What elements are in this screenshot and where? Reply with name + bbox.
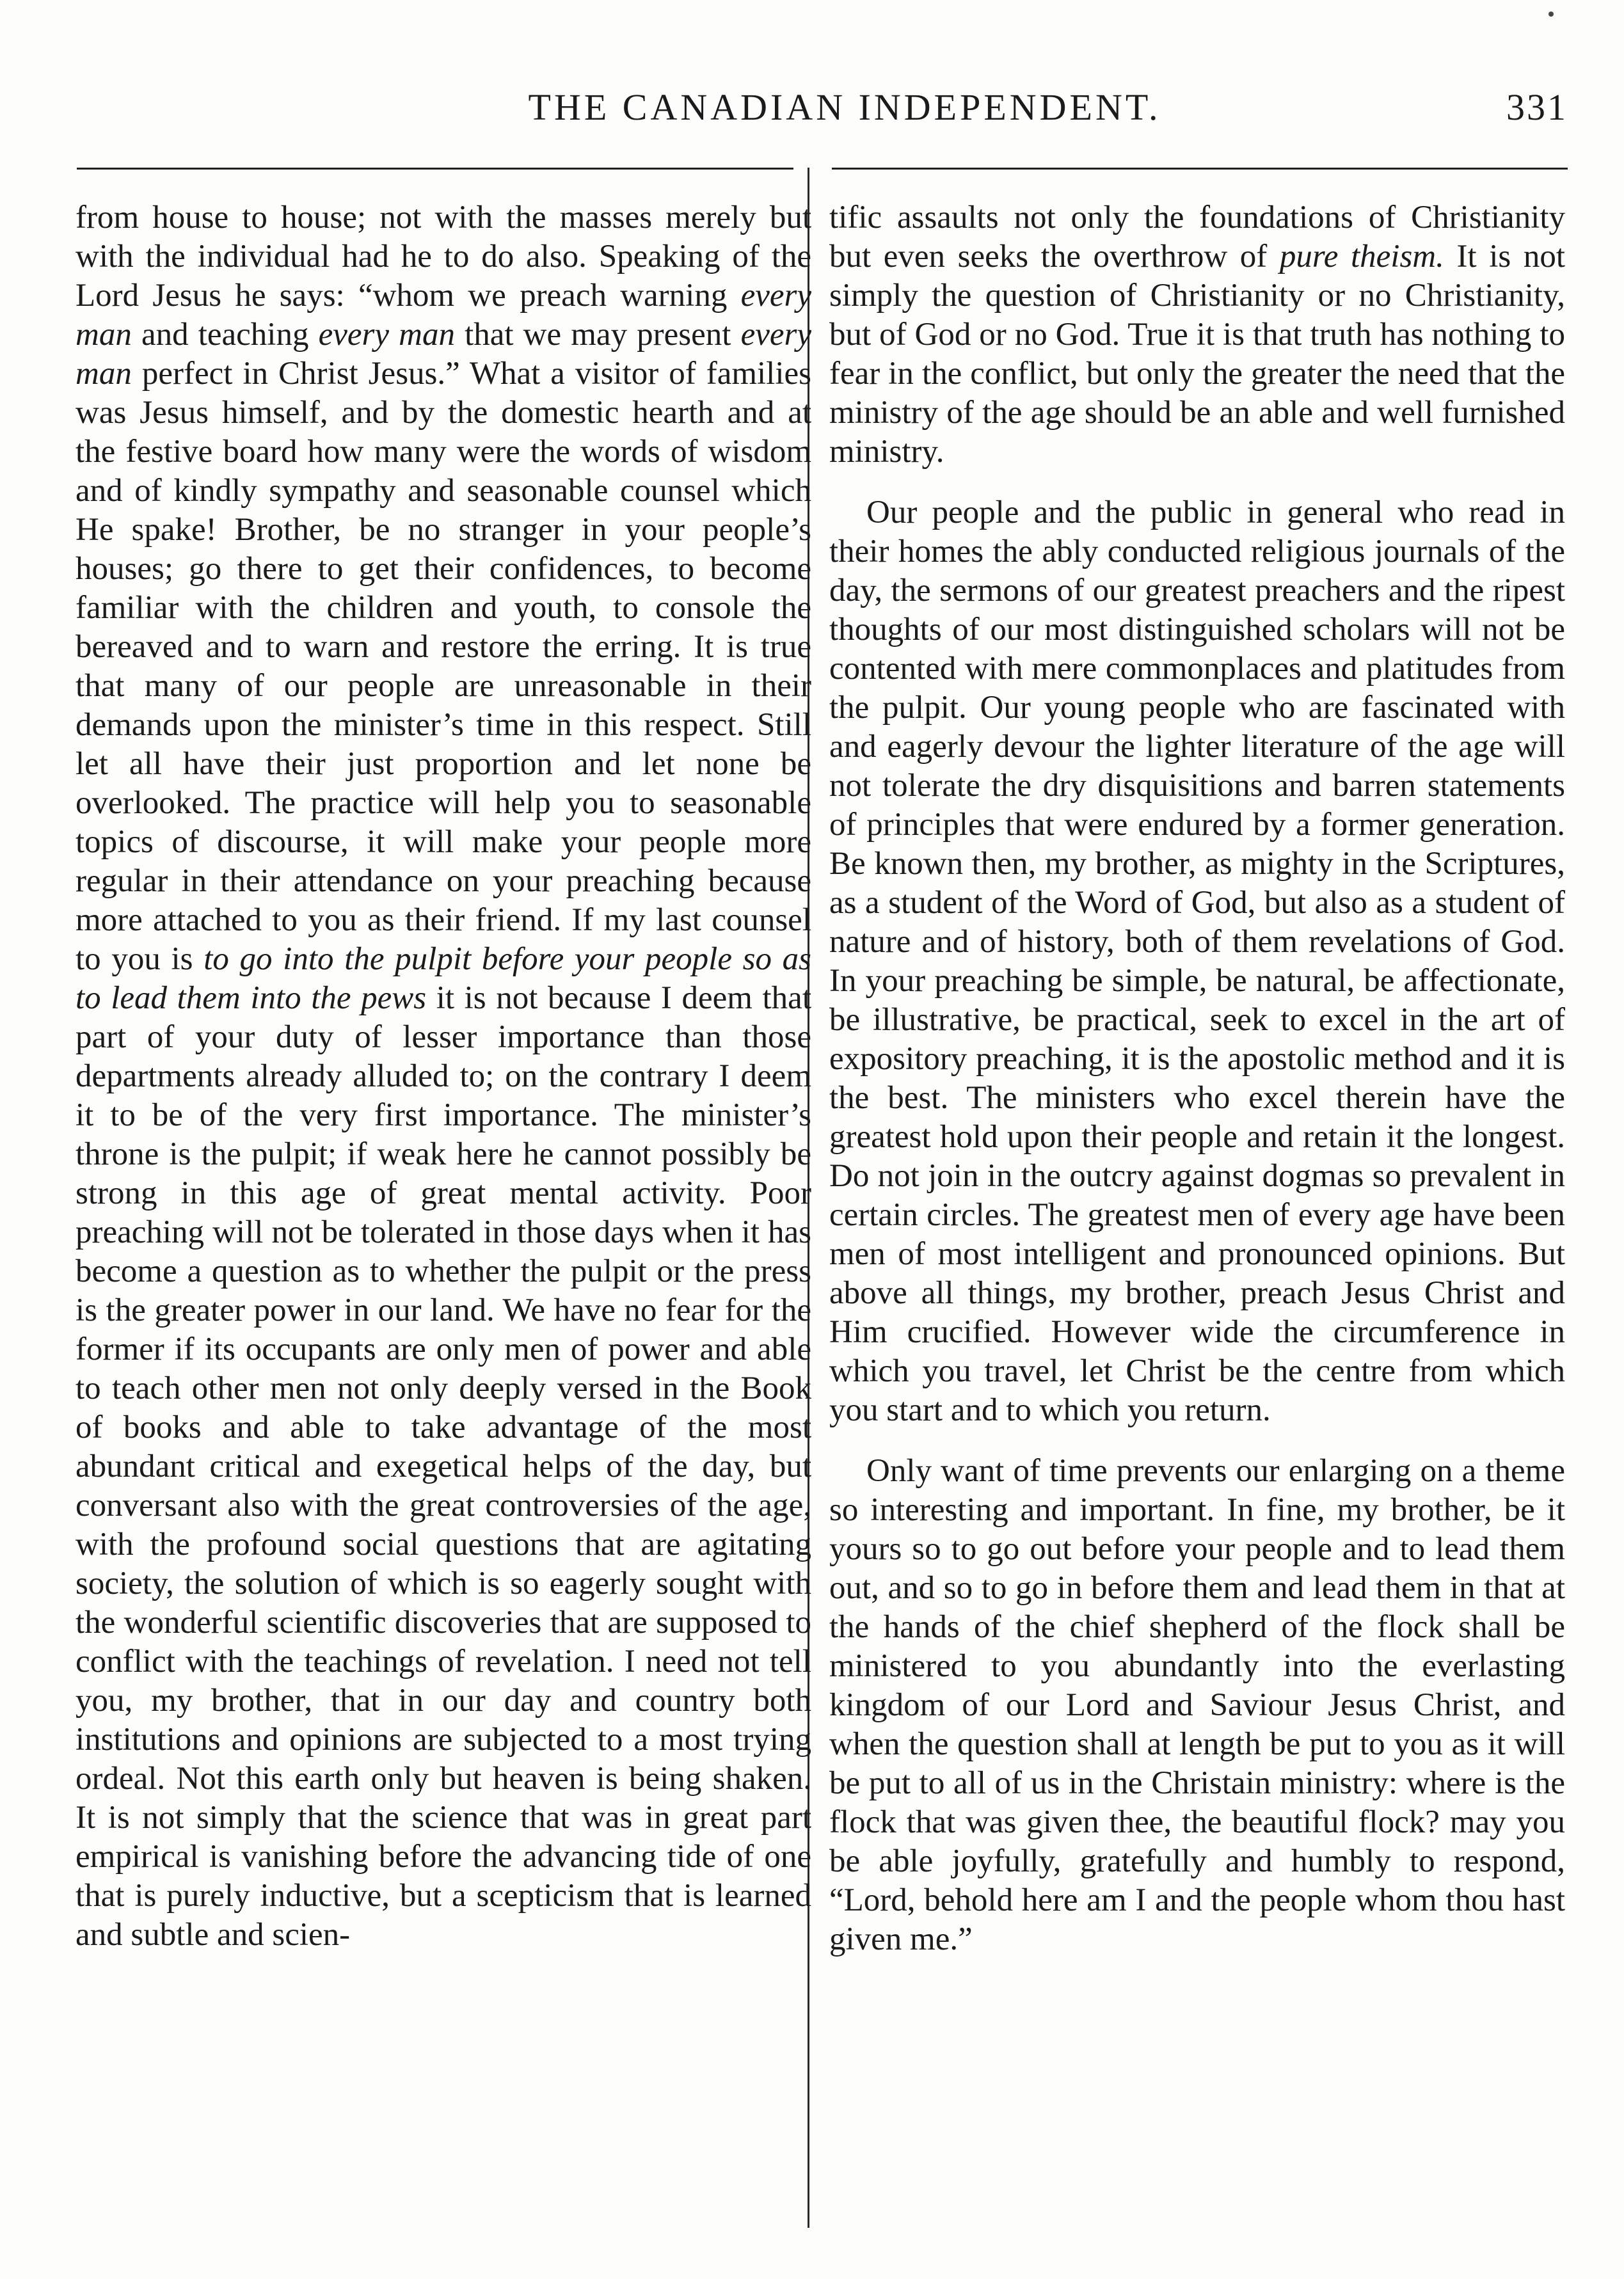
italic-run: pure theism.: [1279, 239, 1444, 274]
text-run: tific assaults not only the foundations of Christianity but even seeks the overthrow of: [829, 200, 1565, 274]
right-paragraph-3: [829, 1452, 1565, 1959]
header-rule-right: [832, 168, 1568, 170]
left-paragraph-1: [76, 198, 811, 1955]
italic-run: every man: [76, 278, 811, 353]
text-run: perfect in Christ Jesus.” What a visitor of families was Jesus himself, and by the domestic hearth and at the festive board how many were the words of wisdom and of kindly sympathy and seasonable counsel which He spake! Brother, be no stranger in your people’s houses; go there to get their confidences, to become familiar with the children and youth, to console the bereaved and to warn and restore the erring. It is true that many of our people are unreasonable in their demands upon the minister’s time in this respect. Still let all have their just proportion and let none be overlooked. The practice will help you to seasonable topics of discourse, it will make your people more regular in their attendance on your preaching because more attached to you as their friend. If my last counsel to you is: [76, 356, 811, 977]
print-speck: [1548, 12, 1554, 17]
running-head: [77, 82, 1568, 133]
page-number: 331: [1506, 86, 1568, 128]
right-paragraph-2: [829, 493, 1565, 1430]
italic-run: every man: [76, 317, 811, 392]
text-run: and teaching: [131, 317, 319, 353]
text-run: Only want of time prevents our enlarging on a theme so interesting and important. In fine, my brother, be it yours so to go out before your people and to lead them out, and so to go in before them and lead them in that at the hands of the chief shepherd of the flock shall be ministered to you abundantly into the everlasting kingdom of our Lord and Saviour Jesus Christ, and when the question shall at length be put to you as it will be put to all of us in the Christain ministry: where is the flock that was given thee, the beautiful flock? may you be able joyfully, gratefully and humbly to respond, “Lord, behold here am I and the people whom thou hast given me.”: [829, 1453, 1565, 1957]
text-run: it is not because I deem that part of your duty of lesser importance than those departments already alluded to; on the contrary I deem it to be of the very first importance. The minister’s throne is the pulpit; if weak here he cannot possibly be strong in this age of great mental activity. Poor preaching will not be tolerated in those days when it has become a question as to whether the pulpit or the press is the greater power in our land. We have no fear for the former if its occupants are only men of power and able to teach other men not only deeply versed in the Book of books and able to take advantage of the most abundant critical and exegetical helps of the day, but conversant also with the great controversies of the age, with the profound social questions that are agitating society, the solution of which is so eagerly sought with the wonderful scientific discoveries that are supposed to conflict with the teachings of revelation. I need not tell you, my brother, that in our day and country both institutions and opinions are subjected to a most trying ordeal. Not this earth only but heaven is being shaken. It is not simply that the science that was in great part empirical is vanishing before the advancing tide of one that is purely inductive, but a scepticism that is learned and subtle and scien-: [76, 980, 811, 1953]
right-paragraph-1: [829, 198, 1565, 472]
text-run: Our people and the public in general who read in their homes the ably conducted religious journals of the day, the sermons of our greatest preachers and the ripest thoughts of our most distinguished scholars will not be contented with mere commonplaces and platitudes from the pulpit. Our young people who are fascinated with and eagerly devour the lighter literature of the age will not tolerate the dry disquisitions and barren statements of principles that were endured by a former generation. Be known then, my brother, as mighty in the Scriptures, as a student of the Word of God, but also as a student of nature and of history, both of them revelations of God. In your preaching be simple, be natural, be affectionate, be illustrative, be practical, seek to excel in the art of expository preaching, it is the apostolic method and it is the best. The ministers who excel therein have the greatest hold upon their people and retain it the longest. Do not join in the outcry against dogmas so prevalent in certain circles. The greatest men of every age have been men of most intelligent and pronounced opinions. But above all things, my brother, preach Jesus Christ and Him crucified. However wide the circumference in which you travel, let Christ be the centre from which you start and to which you return.: [829, 495, 1565, 1428]
publication-title: THE CANADIAN INDEPENDENT.: [528, 86, 1161, 128]
text-run: that we may present: [454, 317, 741, 353]
right-column: [829, 198, 1565, 1959]
italic-run: every man: [318, 317, 455, 353]
text-run: from house to house; not with the masses merely but with the individual had he to do also. Speaking of the Lord Jesus he says: “whom we preach warning: [76, 200, 811, 314]
header-rule-left: [77, 168, 793, 170]
left-column: [76, 198, 811, 1955]
italic-run: to go into the pulpit before your people so as to lead them into the pews: [76, 941, 812, 1016]
text-run: It is not simply the question of Christianity or no Christianity, but of God or no God. True it is that truth has nothing to fear in the conflict, but only the greater the need that the ministry of the age should be an able and well furnished ministry.: [829, 239, 1565, 470]
